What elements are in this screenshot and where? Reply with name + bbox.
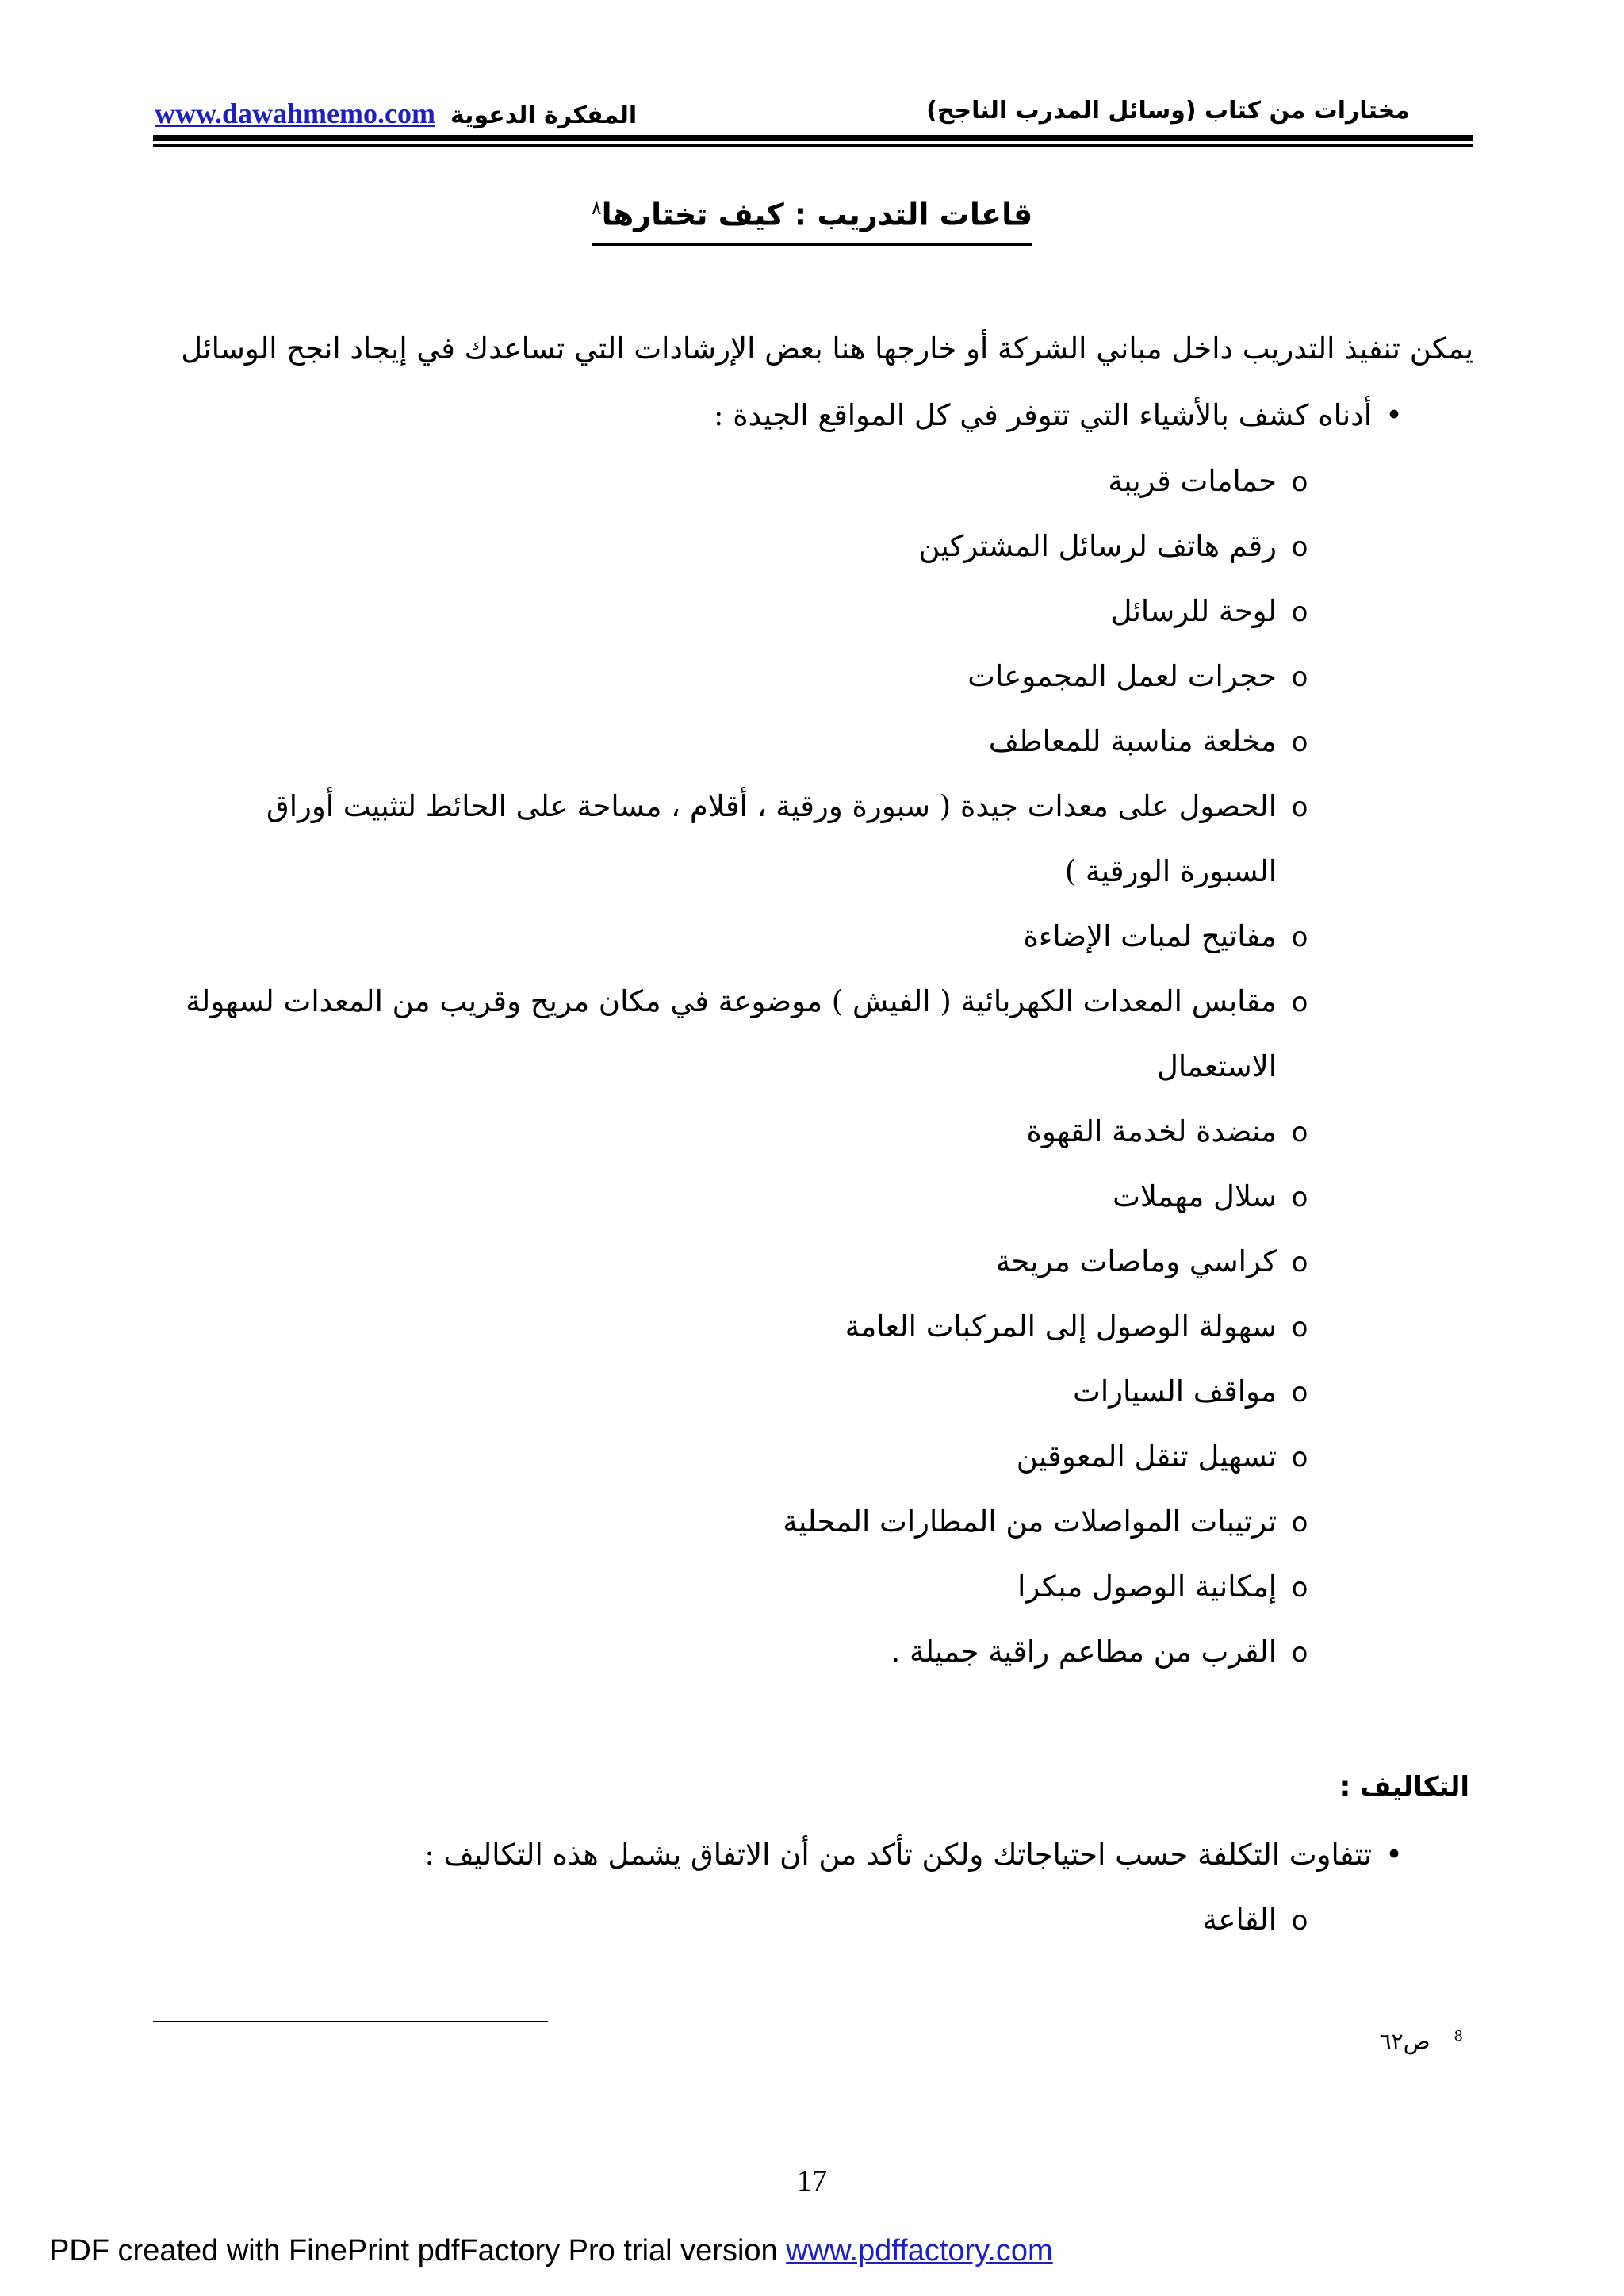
- list-item: [266, 789, 1323, 823]
- list-item: [967, 659, 1323, 693]
- pdf-banner: [49, 2234, 1053, 2268]
- circle-bullet-icon: o: [1291, 1507, 1308, 1539]
- memo-name: المفكرة الدعوية: [450, 102, 638, 129]
- list-item: [996, 1244, 1323, 1278]
- header-rule-thick: [153, 135, 1473, 141]
- list-item-text: تسهيل تنقل المعوقين: [1016, 1439, 1277, 1474]
- list-item-text: مخلعة مناسبة للمعاطف: [988, 724, 1277, 758]
- list-item: [1027, 1114, 1323, 1148]
- page-number: 17: [797, 2164, 827, 2198]
- list-item-text: القاعة: [1202, 1903, 1277, 1937]
- circle-bullet-icon: o: [1291, 1182, 1308, 1213]
- list-item-text: القرب من مطاعم راقية جميلة .: [891, 1635, 1277, 1669]
- circle-bullet-icon: o: [1291, 661, 1308, 693]
- list-item: [1073, 1374, 1323, 1409]
- list-item-continuation: السبورة الورقية ): [1064, 854, 1277, 888]
- list-item: [1113, 1179, 1323, 1213]
- list-item-text: إمكانية الوصول مبكرا: [1017, 1570, 1277, 1604]
- costs-bullet: [424, 1838, 1416, 1872]
- page-title: [592, 197, 1033, 246]
- title-wrapper: [0, 197, 1624, 246]
- list-item: [186, 984, 1323, 1018]
- circle-bullet-icon: o: [1291, 792, 1308, 823]
- list-item-text: سلال مهملات: [1113, 1179, 1277, 1213]
- page-title-text: قاعات التدريب : كيف تختارها: [601, 197, 1033, 232]
- bullet-text: أدناه كشف بالأشياء التي تتوفر في كل المواقع الجيدة :: [714, 398, 1372, 432]
- list-item-text: لوحة للرسائل: [1110, 594, 1277, 628]
- bullet-text: تتفاوت التكلفة حسب احتياجاتك ولكن تأكد من أن الاتفاق يشمل هذه التكاليف :: [424, 1838, 1372, 1872]
- bullet-icon: •: [1385, 1838, 1403, 1872]
- circle-bullet-icon: o: [1291, 1247, 1308, 1278]
- bullet-icon: •: [1385, 398, 1403, 432]
- pdffactory-link[interactable]: www.pdffactory.com: [786, 2234, 1053, 2267]
- circle-bullet-icon: o: [1291, 922, 1308, 953]
- circle-bullet-icon: o: [1291, 466, 1308, 498]
- bullet-list-item: [714, 398, 1416, 432]
- list-item: [918, 529, 1323, 563]
- list-item: [845, 1309, 1323, 1343]
- list-item: [891, 1635, 1323, 1669]
- list-item-text: رقم هاتف لرسائل المشتركين: [918, 529, 1277, 563]
- list-item-text: ترتيبات المواصلات من المطارات المحلية: [783, 1504, 1277, 1539]
- list-item-text: مواقف السيارات: [1073, 1374, 1277, 1409]
- list-item-text: منضدة لخدمة القهوة: [1026, 1114, 1277, 1148]
- book-title: مختارات من كتاب (وسائل المدرب الناجح): [926, 97, 1410, 125]
- list-item-text: سهولة الوصول إلى المركبات العامة: [845, 1309, 1277, 1343]
- list-item: [1203, 1903, 1323, 1937]
- list-item: [783, 1504, 1323, 1539]
- list-item: [1024, 919, 1323, 953]
- circle-bullet-icon: o: [1291, 726, 1308, 758]
- list-item-text: الحصول على معدات جيدة ( سبورة ورقية ، أقلام ، مساحة على الحائط لتثبيت أوراق: [266, 789, 1277, 823]
- header-left: [155, 97, 637, 130]
- title-footnote-ref[interactable]: ٨: [591, 197, 602, 219]
- footnote-separator: [153, 2021, 548, 2022]
- circle-bullet-icon: o: [1291, 531, 1308, 563]
- list-item: [1111, 594, 1323, 628]
- website-link[interactable]: www.dawahmemo.com: [155, 98, 435, 129]
- list-item: [989, 724, 1323, 758]
- list-item: [1017, 1439, 1323, 1474]
- circle-bullet-icon: o: [1291, 1117, 1308, 1148]
- circle-bullet-icon: o: [1291, 596, 1308, 628]
- circle-bullet-icon: o: [1291, 1905, 1308, 1937]
- circle-bullet-icon: o: [1291, 987, 1308, 1018]
- list-item-text: حجرات لعمل المجموعات: [967, 659, 1277, 693]
- list-item: [1108, 464, 1323, 498]
- list-item-text: كراسي وماصات مريحة: [995, 1244, 1277, 1278]
- header-rule-thin: [153, 144, 1473, 147]
- list-item-text: مقابس المعدات الكهربائية ( الفيش ) موضوعة في مكان مريح وقريب من المعدات لسهولة: [186, 984, 1277, 1018]
- circle-bullet-icon: o: [1291, 1637, 1308, 1669]
- pdf-banner-text: PDF created with FinePrint pdfFactory Pro trial version: [49, 2234, 787, 2267]
- list-item: [1017, 1570, 1323, 1604]
- list-item-text: حمامات قريبة: [1108, 464, 1277, 498]
- circle-bullet-icon: o: [1291, 1377, 1308, 1409]
- list-item-continuation: الاستعمال: [1157, 1049, 1277, 1083]
- footnote: [1380, 2028, 1463, 2054]
- intro-paragraph: يمكن تنفيذ التدريب داخل مباني الشركة أو خارجها هنا بعض الإرشادات التي تساعدك في إيجاد انجح الوسائل: [181, 332, 1473, 366]
- footnote-number: 8: [1454, 2028, 1463, 2045]
- circle-bullet-icon: o: [1291, 1312, 1308, 1343]
- costs-heading: التكاليف :: [1339, 1771, 1469, 1803]
- footnote-text: ص٦٢: [1379, 2028, 1431, 2055]
- circle-bullet-icon: o: [1291, 1572, 1308, 1604]
- circle-bullet-icon: o: [1291, 1442, 1308, 1474]
- list-item-text: مفاتيح لمبات الإضاءة: [1023, 919, 1277, 953]
